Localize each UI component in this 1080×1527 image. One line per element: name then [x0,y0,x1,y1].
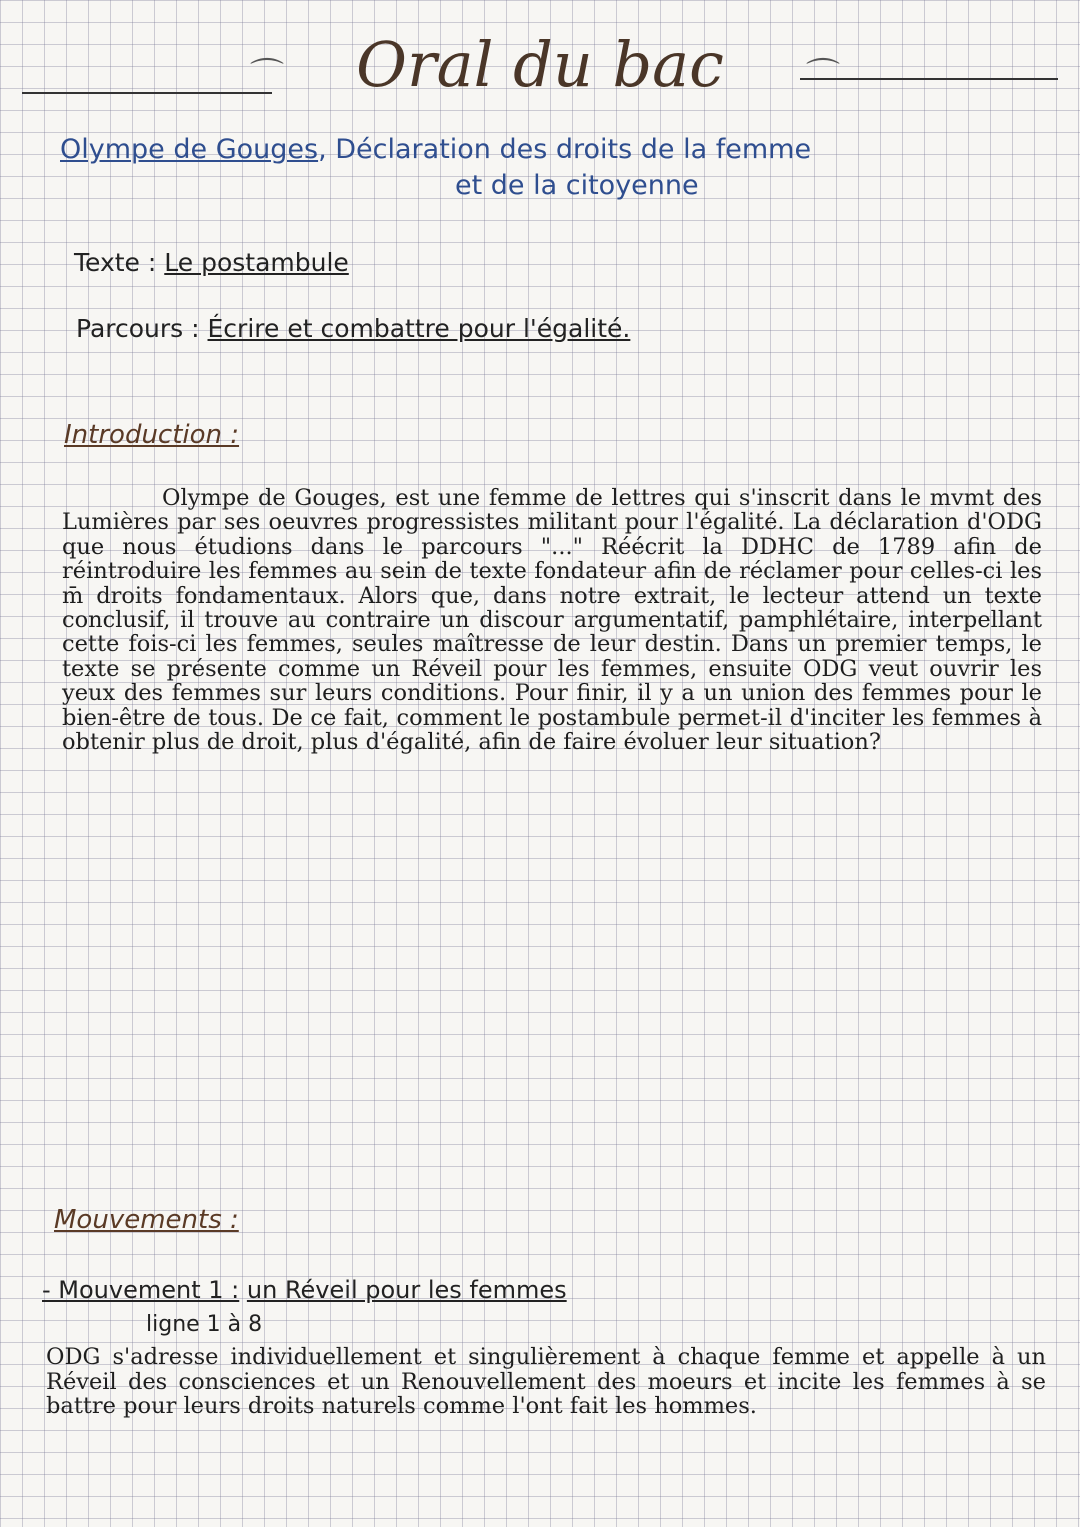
texte-label: Texte : [74,248,157,277]
title-flourish-left: ⌒ [250,56,284,96]
work-title-line2: et de la citoyenne [455,170,699,201]
work-title-line1: Déclaration des droits de la femme [335,134,812,165]
mouvement-1-title [42,1276,567,1304]
introduction-paragraph: Olympe de Gouges, est une femme de lettres qui s'inscrit dans le mvmt des Lumières par ses oeuvres progressistes militant pour l'égalité. La déclaration d'ODG que nous étudions dans le parcours "..." Réécrit la DDHC de 1789 afin de réintroduire les femmes au sein de texte fondateur afin de réclamer pour celles-ci les m̄ droits fondamentaux. Alors que, dans notre extrait, le lecteur attend un texte conclusif, il trouve au contraire un discour argumentatif, pamphlétaire, interpellant cette fois-ci les femmes, seules maîtresse de leur destin. Dans un premier temps, le texte se présente comme un Réveil pour les femmes, ensuite ODG veut ouvrir les yeux des femmes sur leurs conditions. Pour finir, il y a un union des femmes pour le bien-être de tous. De ce fait, comment le postambule permet-il d'inciter les femmes à obtenir plus de droit, plus d'égalité, afin de faire évoluer leur situation? [62,485,1042,756]
introduction-text [62,486,1042,754]
parcours-label: Parcours : [76,314,200,343]
mouvement-1-text: ODG s'adresse individuellement et singulièrement à chaque femme et appelle à un Réveil des consciences et un Renouvellement des moeurs et incite les femmes à se battre pour leurs droits naturels comme l'ont fait les hommes. [46,1344,1046,1419]
texte-field [74,248,349,277]
mouvement-1-lines: ligne 1 à 8 [146,1312,263,1337]
texte-value: Le postambule [164,248,349,277]
mouvement-1-subtitle: un Réveil pour les femmes [246,1276,567,1304]
page-title: Oral du bac [356,28,724,101]
parcours-value: Écrire et combattre pour l'égalité. [207,314,631,343]
work-reference: Olympe de Gouges, Déclaration des droits de la femme et de la citoyenne [60,132,1050,204]
author-name: Olympe de Gouges [60,134,319,165]
mouvement-1-label: - Mouvement 1 : [42,1276,240,1304]
parcours-field [76,314,630,343]
title-flourish-right: ⌒ [806,56,840,96]
introduction-heading: Introduction : [64,420,240,450]
mouvements-heading: Mouvements : [54,1205,239,1235]
